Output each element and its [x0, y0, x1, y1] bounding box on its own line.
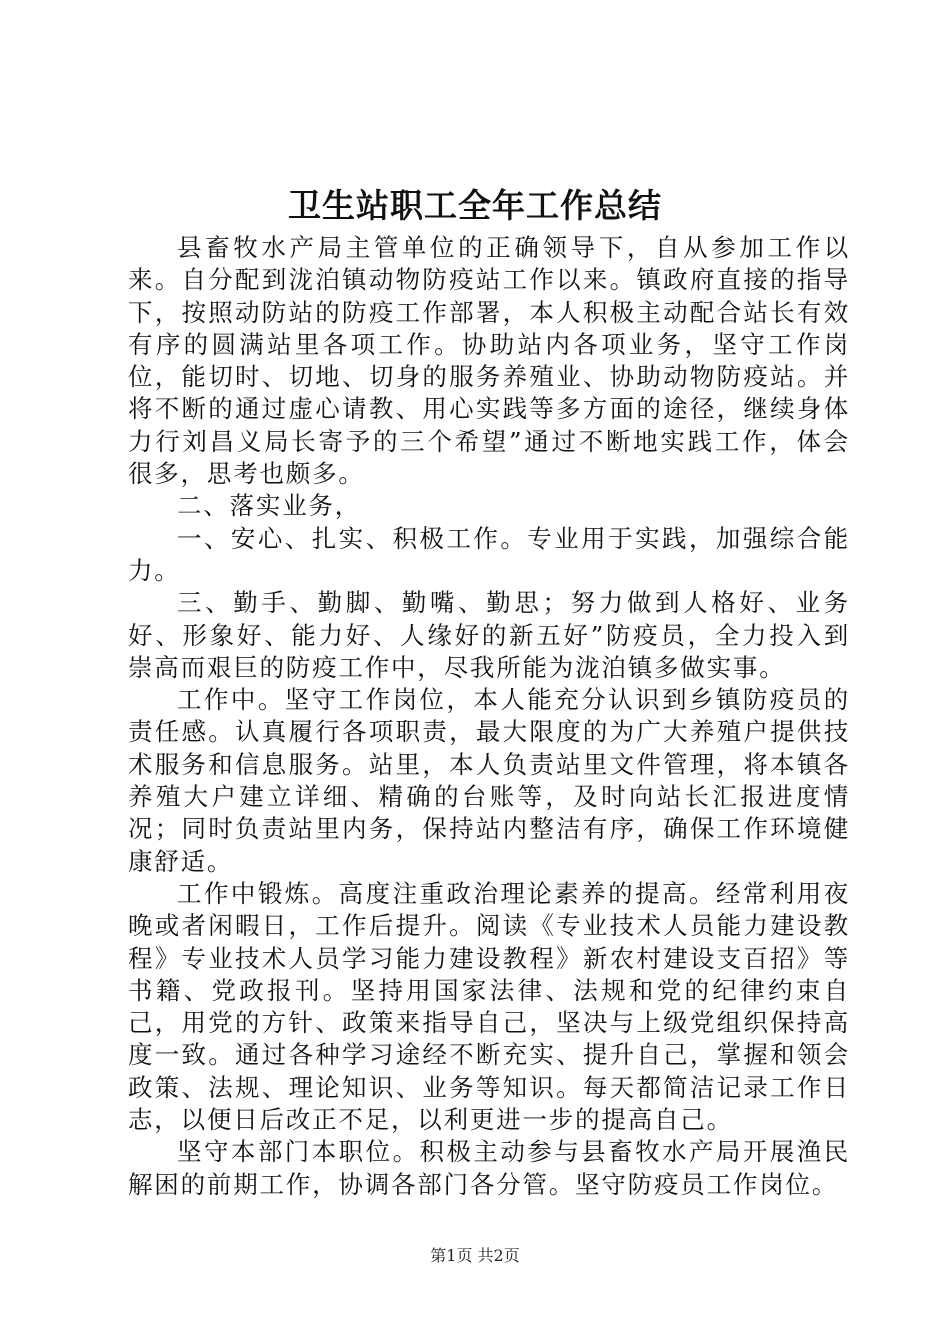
- paragraph-work: 工作中。坚守工作岗位，本人能充分认识到乡镇防疫员的责任感。认真履行各项职责，最大限度的为广大养殖户提供技术服务和信息服务。站里，本人负责站里文件管理，将本镇各养殖大户建立详细、精确的台账等，及时向站长汇报进度情况；同时负责站里内务，保持站内整洁有序，确保工作环境健康舒适。: [128, 685, 850, 876]
- document-title: 卫生站职工全年工作总结: [288, 186, 662, 225]
- document-body: [128, 232, 850, 1201]
- paragraph-item-one: 一、安心、扎实、积极工作。专业用于实践，加强综合能力。: [128, 523, 850, 585]
- paragraph-intro: 县畜牧水产局主管单位的正确领导下，自从参加工作以来。自分配到泷泊镇动物防疫站工作以来。镇政府直接的指导下，按照动防站的防疫工作部署，本人积极主动配合站长有效有序的圆满站里各项工作。协助站内各项业务，坚守工作岗位，能切时、切地、切身的服务养殖业、协助动物防疫站。并将不断的通过虚心请教、用心实践等多方面的途径，继续身体力行刘昌义局长寄予的三个希望”通过不断地实践工作，体会很多，思考也颇多。: [128, 233, 850, 489]
- paragraph-section-heading: 二、落实业务，: [177, 491, 362, 521]
- paragraph-training: 工作中锻炼。高度注重政治理论素养的提高。经常利用夜晚或者闲暇日，工作后提升。阅读《专业技术人员能力建设教程》专业技术人员学习能力建设教程》新农村建设支百招》等书籍、党政报刊。坚持用国家法律、法规和党的纪律约束自己，用党的方针、政策来指导自己，坚决与上级党组织保持高度一致。通过各种学习途经不断充实、提升自己，掌握和领会政策、法规、理论知识、业务等知识。每天都简洁记录工作日志，以便日后改正不足，以利更进一步的提高自己。: [128, 878, 850, 1135]
- paragraph-post: 坚守本部门本职位。积极主动参与县畜牧水产局开展渔民解困的前期工作，协调各部门各分管。坚守防疫员工作岗位。: [128, 1137, 850, 1199]
- paragraph-item-three: 三、勤手、勤脚、勤嘴、勤思；努力做到人格好、业务好、形象好、能力好、人缘好的新五好”防疫员，全力投入到崇高而艰巨的防疫工作中，尽我所能为泷泊镇多做实事。: [128, 588, 850, 682]
- page-number-footer: 第1页 共2页: [430, 1246, 520, 1265]
